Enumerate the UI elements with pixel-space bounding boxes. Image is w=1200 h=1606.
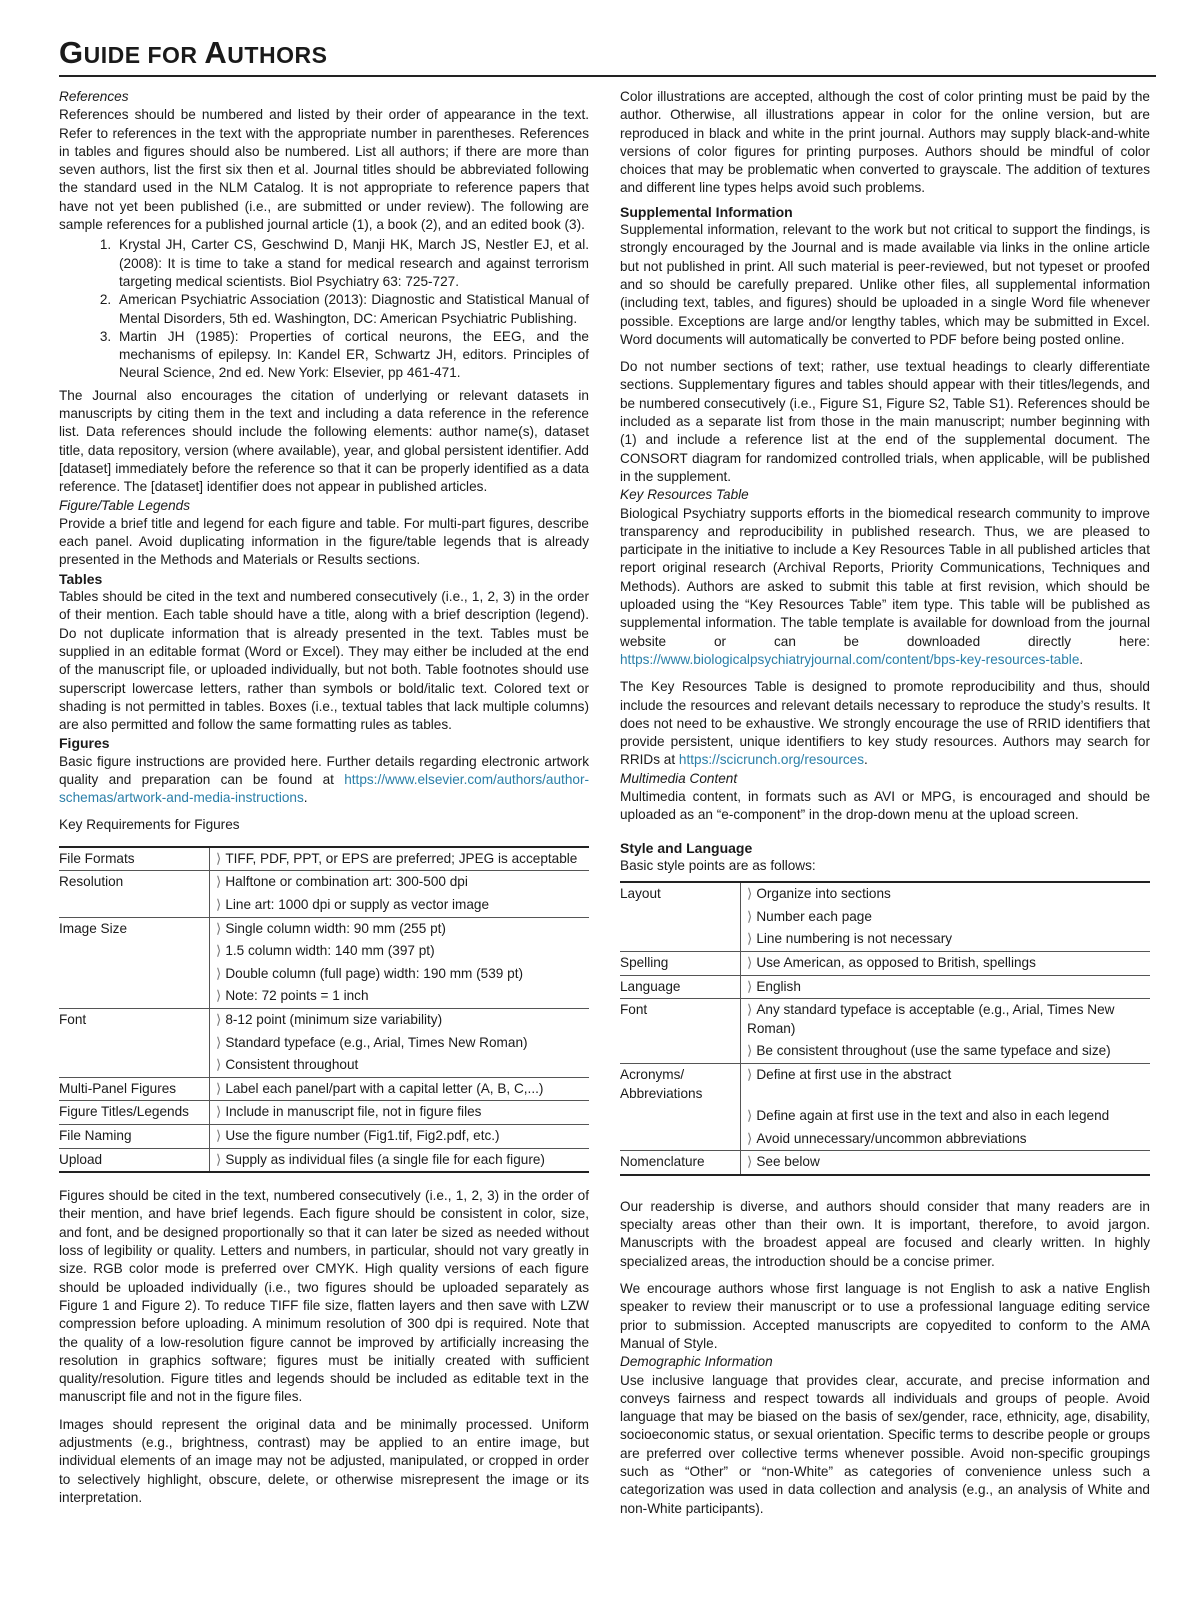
style-heading: Style and Language (620, 839, 753, 856)
bullet-chevron-icon: ⟩ (747, 886, 753, 902)
table-value-text: Be consistent throughout (use the same typeface and size) (756, 1043, 1111, 1059)
table-row (620, 1040, 1150, 1063)
table-value-cell (210, 985, 590, 1008)
table-row (59, 917, 589, 940)
table-value-cell (210, 1054, 590, 1077)
table-row (620, 951, 1150, 975)
table-key-cell: Multi-Panel Figures (59, 1077, 210, 1101)
multimedia-paragraph: Multimedia content, in formats such as AVI or MPG, is encouraged and should be uploaded as an “e-component” in the drop-down menu at the upload screen. (620, 788, 1150, 823)
table-value-cell (741, 1063, 1151, 1105)
table-key-cell: File Formats (59, 847, 210, 871)
table-key-cell (620, 1105, 741, 1128)
key-resources-table-link[interactable]: https://www.biologicalpsychiatryjournal.com/content/bps-key-resources-table (620, 651, 1080, 667)
bullet-chevron-icon: ⟩ (216, 1057, 222, 1073)
table-key-cell (620, 928, 741, 951)
tables-paragraph: Tables should be cited in the text and numbered consecutively (i.e., 1, 2, 3) in the order of their mention. Each table should have a title, along with a brief description (legend). Do not duplicate information that is already presented in the text. Tables must be supplied in an editable format (Word or Excel). They may either be included at the end of the manuscript file, or uploaded individually, but not both. Table footnotes should use superscript lowercase letters, rather than symbols or bold/italic text. Colored text or shading is not permitted in tables. Boxes (i.e., textual tables that lack multiple columns) are also permitted and follow the same formatting rules as tables. (59, 589, 589, 733)
table-key-cell (59, 985, 210, 1008)
table-key-cell (59, 1032, 210, 1055)
images-paragraph: Images should represent the original data and be minimally processed. Uniform adjustments (e.g., brightness, contrast) may be applied to an entire image, but individual elements of an image may not be adjusted, manipulated, or cropped in order to selectively highlight, obscure, delete, or otherwise misrepresent the image or its interpretation. (59, 1416, 589, 1505)
bullet-chevron-icon: ⟩ (747, 1130, 753, 1146)
legends-heading: Figure/Table Legends (59, 497, 190, 513)
table-value-cell (741, 928, 1151, 951)
key-resources-paragraph-2 (620, 678, 1150, 769)
table-key-cell: Language (620, 975, 741, 999)
table-row (59, 1148, 589, 1172)
table-value-text: TIFF, PDF, PPT, or EPS are preferred; JPEG is acceptable (225, 850, 578, 866)
style-table (620, 881, 1150, 1176)
references-paragraph: References should be numbered and listed by their order of appearance in the text. Refer to references in the text with the appropriate number in parentheses. References in tables and figures should also be numbered. List all authors; if there are more than seven authors, list the first six then et al. Journal titles should be abbreviated following the standard used in the NLM Catalog. It is not appropriate to reference papers that have not yet been published (i.e., are submitted or under review). The following are sample references for a published journal article (1), a book (2), and an edited book (3). (59, 107, 589, 233)
table-row (59, 1032, 589, 1055)
supplemental-paragraph-1: Supplemental information, relevant to the work but not critical to support the findings, is strongly encouraged by the Journal and is made available via links in the online article but not published in print. All such material is peer-reviewed, but not typeset or proofed and so should be carefully prepared. Unlike other files, all supplemental information (including text, tables, and figures) should be uploaded in a single Word file whenever possible. Exceptions are large and/or lengthy tables, which may be submitted in Excel. Word documents will automatically be converted to PDF before being posted online. (620, 222, 1150, 347)
table-value-text: Define at first use in the abstract (756, 1066, 952, 1082)
table-value-text: Use the figure number (Fig1.tif, Fig2.pdf, etc.) (225, 1128, 500, 1143)
table-value-cell (741, 1040, 1151, 1063)
table-row (620, 975, 1150, 999)
title-rest-1: UIDE FOR (83, 42, 205, 68)
table-key-cell: Font (620, 999, 741, 1041)
table-row (59, 985, 589, 1008)
table-value-text: Double column (full page) width: 190 mm (539 pt) (225, 965, 524, 981)
key-resources-paragraph-1 (620, 505, 1150, 670)
figures-paragraph (59, 753, 589, 808)
table-value-text: Include in manuscript file, not in figure files (225, 1104, 482, 1120)
table-row (59, 1054, 589, 1077)
table-value-cell (210, 917, 590, 940)
title-rest-2: UTHORS (227, 42, 328, 68)
bullet-chevron-icon: ⟩ (216, 1080, 222, 1096)
demographic-paragraph: Use inclusive language that provides clear, accurate, and precise information and conveys fairness and respect towards all individuals and groups of people. Avoid language that may be biased on the basis of sex/gender, race, ethnicity, age, disability, socioeconomic status, or sexual orientation. Specific terms to describe people or groups are preferred over collective terms whenever possible. Avoid non-specific groupings such as “Other” or “non-White” as categories of convenience unless such a categorization was used in data collection and analysis (e.g., an analysis of White and non-White participants). (620, 1372, 1150, 1516)
table-value-cell (741, 999, 1151, 1041)
style-intro: Basic style points are as follows: (620, 857, 816, 873)
table-key-cell: File Naming (59, 1125, 210, 1149)
table-key-cell (620, 1128, 741, 1151)
header-rule (59, 75, 1156, 77)
table-key-cell (620, 906, 741, 929)
figure-requirements-table (59, 846, 589, 1173)
figures-paragraph-2: Figures should be cited in the text, numbered consecutively (i.e., 1, 2, 3) in the order of their mention, and have brief legends. Each figure should be consistent in color, size, and font, and be designed proportionally so that it can later be sized as needed without loss of legibility or quality. Letters and numbers, in particular, should not vary greatly in size. RGB color mode is preferred over CMYK. High quality versions of each figure should be uploaded individually (i.e., two figures should be uploaded separately as Figure 1 and Figure 2). To reduce TIFF file size, flatten layers and then save with LZW compression before uploading. A minimum resolution of 300 dpi is required. Note that the quality of a low-resolution figure cannot be improved by artificially increasing the resolution in graphics software; figures must be initially created with sufficient quality/resolution. Figure titles and legends should be included as editable text in the manuscript file and not in the figure files. (59, 1188, 589, 1405)
table-row (620, 1105, 1150, 1128)
bullet-chevron-icon: ⟩ (216, 1034, 222, 1050)
table-row (620, 1063, 1150, 1105)
table-value-text: Any standard typeface is acceptable (e.g., Arial, Times New Roman) (747, 1002, 1115, 1036)
table-value-cell (741, 975, 1151, 999)
table-key-cell: Font (59, 1009, 210, 1032)
table-value-text: Note: 72 points = 1 inch (225, 988, 369, 1004)
bullet-chevron-icon: ⟩ (747, 978, 753, 994)
table-value-text: Organize into sections (756, 886, 891, 902)
legends-paragraph: Provide a brief title and legend for each figure and table. For multi-part figures, describe each panel. Avoid duplicating information in the figure/table legends that is already presented in the Methods and Materials or Results sections. (59, 515, 589, 568)
table-key-cell (59, 940, 210, 963)
reference-list (59, 236, 589, 382)
table-value-cell (210, 894, 590, 917)
title-cap-1: G (59, 35, 84, 70)
table-value-text: Number each page (756, 908, 872, 924)
supplemental-heading: Supplemental Information (620, 203, 793, 220)
references-heading: References (59, 89, 129, 104)
table-row (59, 1101, 589, 1125)
bullet-chevron-icon: ⟩ (216, 1104, 222, 1120)
scicrunch-link[interactable]: https://scicrunch.org/resources (678, 752, 865, 768)
table-value-text: 8-12 point (minimum size variability) (225, 1012, 443, 1028)
bullet-chevron-icon: ⟩ (747, 1108, 753, 1124)
right-column (620, 88, 1150, 1518)
table-key-cell: Resolution (59, 871, 210, 894)
bullet-chevron-icon: ⟩ (216, 850, 222, 866)
table-value-cell (210, 1148, 590, 1172)
table-value-cell (741, 1151, 1151, 1175)
multimedia-heading: Multimedia Content (620, 770, 738, 786)
table-row (620, 999, 1150, 1041)
table-value-cell (741, 1128, 1151, 1151)
table-value-text: Use American, as opposed to British, spellings (756, 954, 1036, 970)
table-row (620, 1151, 1150, 1175)
reference-item: 3. Martin JH (1985): Properties of cortical neurons, the EEG, and the mechanisms of epilepsy. In: Kandel ER, Schwartz JH, editors. Principles of Neural Science, 2nd ed. New York: Elsevier, pp 461-471. (115, 328, 589, 383)
supplemental-paragraph-2: Do not number sections of text; rather, use textual headings to clearly differentiate sections. Supplementary figures and tables should appear with their titles/legends, and be numbered consecutively (i.e., Figure S1, Figure S2, Table S1). References should be included as a separate list from those in the main manuscript; number beginning with (1) and include a reference list at the end of the supplemental document. The CONSORT diagram for randomized controlled trials, when applicable, will be published in the supplement. (620, 359, 1150, 484)
table-value-text: Label each panel/part with a capital letter (A, B, C,...) (225, 1080, 544, 1096)
table-value-text: See below (756, 1154, 820, 1170)
bullet-chevron-icon: ⟩ (216, 1128, 222, 1143)
dataset-paragraph: The Journal also encourages the citation of underlying or relevant datasets in manuscripts by citing them in the text and including a data reference in the reference list. Data references should include the following elements: author name(s), dataset title, data repository, version (where available), year, and global persistent identifier. Add [dataset] immediately before the reference so that it can be properly identified as a data reference. The [dataset] identifier does not appear in published articles. (59, 387, 589, 495)
bullet-chevron-icon: ⟩ (747, 1002, 753, 1018)
table-row (620, 906, 1150, 929)
bullet-chevron-icon: ⟩ (216, 988, 222, 1004)
table-value-text: Line numbering is not necessary (756, 931, 953, 947)
table-value-cell (210, 1009, 590, 1032)
table-row (59, 894, 589, 917)
english-paragraph: We encourage authors whose first language is not English to ask a native English speaker to review their manuscript or to use a professional language editing service prior to submission. Accepted manuscripts are copyedited to conform to the AMA Manual of Style. (620, 1281, 1150, 1351)
table-key-cell: Nomenclature (620, 1151, 741, 1175)
elsevier-artwork-link[interactable]: https://www.elsevier.com/authors/author-schemas/artwork-and-media-instructions (59, 771, 589, 806)
reference-item: 1. Krystal JH, Carter CS, Geschwind D, Manji HK, March JS, Nestler EJ, et al. (2008): It is time to take a stand for medical research and against terrorism targeting medical scientists. Biol Psychiatry 63: 725-727. (115, 236, 589, 291)
table-value-text: Standard typeface (e.g., Arial, Times New Roman) (225, 1034, 528, 1050)
table-value-cell (741, 1105, 1151, 1128)
table-value-text: Supply as individual files (a single file for each figure) (225, 1151, 545, 1167)
bullet-chevron-icon: ⟩ (216, 1151, 222, 1167)
left-column (59, 88, 589, 1507)
table-value-cell (210, 847, 590, 871)
page-header (59, 30, 1159, 78)
table-value-text: Avoid unnecessary/uncommon abbreviations (756, 1130, 1027, 1146)
page-title (59, 30, 1159, 78)
table-row (620, 1128, 1150, 1151)
readership-paragraph: Our readership is diverse, and authors should consider that many readers are in specialty areas other than their own. It is important, therefore, to avoid jargon. Manuscripts with the broadest appeal are focused and clearly written. In highly specialized areas, the introduction should be a concise primer. (620, 1198, 1150, 1269)
table-value-cell (210, 940, 590, 963)
tables-heading: Tables (59, 570, 103, 587)
table-value-cell (741, 906, 1151, 929)
bullet-chevron-icon: ⟩ (747, 931, 753, 947)
table-key-cell: Figure Titles/Legends (59, 1101, 210, 1125)
bullet-chevron-icon: ⟩ (747, 1043, 753, 1059)
table-value-cell (210, 1125, 590, 1149)
table-key-cell: Image Size (59, 917, 210, 940)
table-key-cell: Upload (59, 1148, 210, 1172)
table-row (59, 963, 589, 986)
table-row (59, 871, 589, 894)
table-value-text: Halftone or combination art: 300-500 dpi (225, 874, 468, 890)
table-value-cell (210, 871, 590, 894)
key-resources-heading: Key Resources Table (620, 487, 749, 503)
bullet-chevron-icon: ⟩ (747, 908, 753, 924)
table-key-cell: Spelling (620, 951, 741, 975)
bullet-chevron-icon: ⟩ (216, 920, 222, 936)
rrid-text: The Key Resources Table is designed to promote reproducibility and thus, should include the resources and relevant details necessary to reproduce the study’s results. It does not need to be exhaustive. We strongly encourage the use of RRID identifiers that provide persistent, unique identifiers to key study resources. Authors may search for RRIDs at (620, 679, 1150, 768)
table-key-cell (59, 1054, 210, 1077)
bullet-chevron-icon: ⟩ (747, 1066, 753, 1082)
table-value-cell (210, 1101, 590, 1125)
key-requirements-caption: Key Requirements for Figures (59, 816, 240, 832)
bullet-chevron-icon: ⟩ (216, 897, 222, 913)
key-resources-text-end: . (1079, 651, 1084, 667)
table-value-text: Line art: 1000 dpi or supply as vector image (225, 897, 490, 913)
figures-text-end: . (303, 790, 308, 806)
title-cap-2: A (204, 35, 228, 70)
table-value-text: 1.5 column width: 140 mm (397 pt) (225, 943, 435, 959)
reference-item: 2. American Psychiatric Association (2013): Diagnostic and Statistical Manual of Mental Disorders, 5th ed. Washington, DC: American Psychiatric Publishing. (115, 291, 589, 328)
bullet-chevron-icon: ⟩ (216, 943, 222, 959)
table-value-text: Single column width: 90 mm (255 pt) (225, 920, 446, 936)
color-paragraph: Color illustrations are accepted, although the cost of color printing must be paid by the author. Otherwise, all illustrations appear in color for the online version, but are reproduced in black and white in the print journal. Authors may supply black-and-white versions of color figures for printing purposes. Authors should be mindful of color choices that may be problematic when converted to grayscale. The addition of textures and different line types helps avoid such problems. (620, 89, 1150, 196)
table-row (59, 940, 589, 963)
bullet-chevron-icon: ⟩ (216, 874, 222, 890)
table-key-cell: Acronyms/ Abbreviations (620, 1063, 741, 1105)
table-value-cell (210, 1077, 590, 1101)
table-row (59, 847, 589, 871)
figures-heading: Figures (59, 735, 110, 752)
table-value-cell (741, 882, 1151, 906)
bullet-chevron-icon: ⟩ (747, 954, 753, 970)
table-value-text: Consistent throughout (225, 1057, 359, 1073)
rrid-text-end: . (864, 752, 868, 768)
table-value-cell (210, 1032, 590, 1055)
bullet-chevron-icon: ⟩ (747, 1154, 753, 1170)
demographic-heading: Demographic Information (620, 1354, 773, 1370)
table-row (59, 1077, 589, 1101)
bullet-chevron-icon: ⟩ (216, 1012, 222, 1028)
table-row (59, 1125, 589, 1149)
figures-text: Basic figure instructions are provided here. Further details regarding electronic artwork quality and preparation can be found at (59, 753, 589, 787)
table-key-cell (620, 1040, 741, 1063)
key-resources-text: Biological Psychiatry supports efforts in the biomedical research community to improve transparency and reproducibility in published research. Thus, we are pleased to participate in the initiative to include a Key Resources Table in all published articles that report original research (Archival Reports, Priority Communications, Techniques and Methods). Authors are asked to submit this table at first revision, which should be uploaded using the “Key Resources Table” item type. This table will be published as supplemental information. The table template is available for download from the journal website or can be downloaded directly here: (620, 505, 1150, 649)
table-value-text: English (756, 978, 801, 994)
table-value-cell (741, 951, 1151, 975)
table-key-cell: Layout (620, 882, 741, 906)
table-row (620, 882, 1150, 906)
table-row (59, 1009, 589, 1032)
table-row (620, 928, 1150, 951)
table-key-cell (59, 963, 210, 986)
bullet-chevron-icon: ⟩ (216, 965, 222, 981)
table-value-text: Define again at first use in the text and also in each legend (756, 1108, 1110, 1124)
table-value-cell (210, 963, 590, 986)
table-key-cell (59, 894, 210, 917)
